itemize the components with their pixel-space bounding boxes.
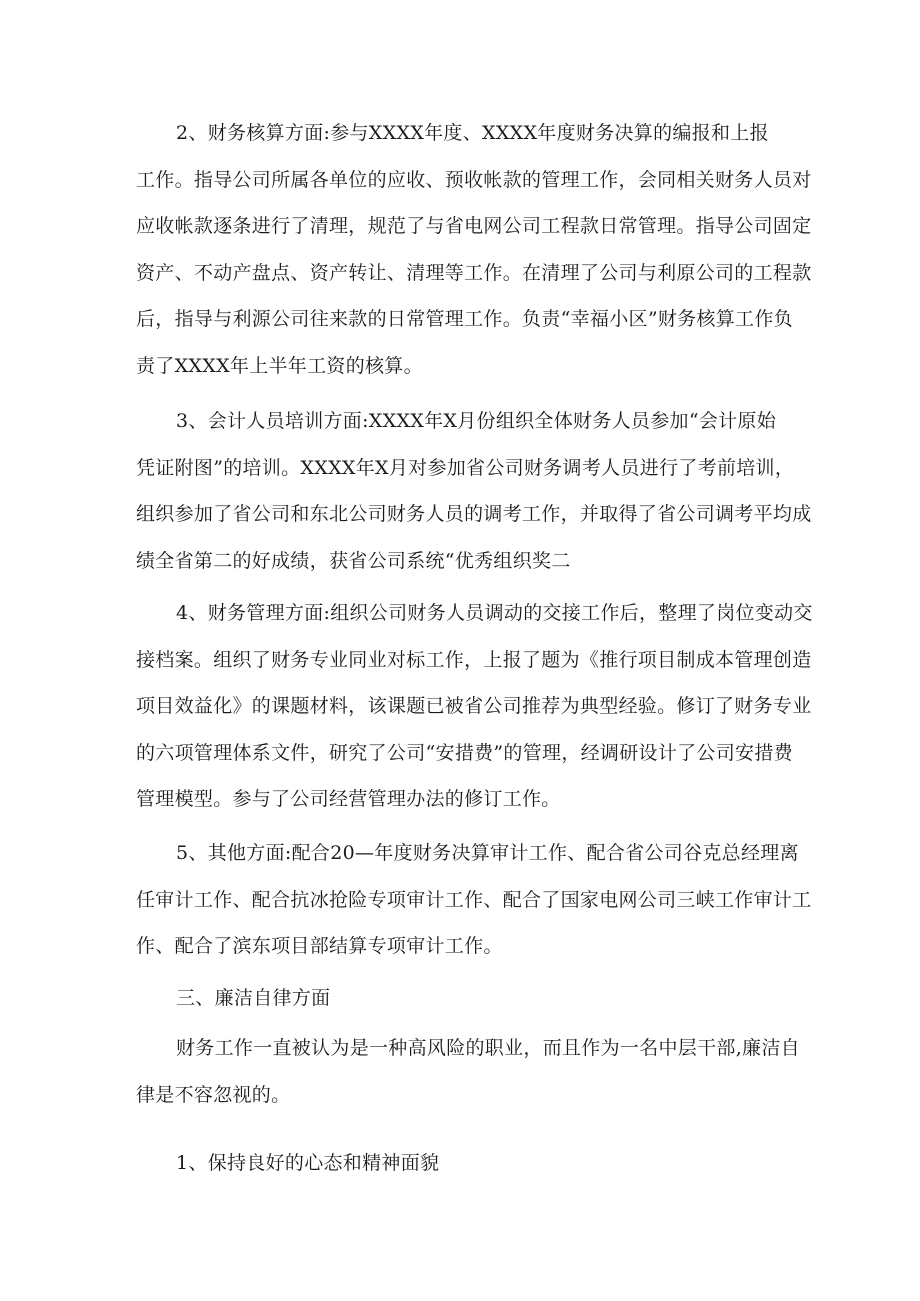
paragraph-financial-management (136, 590, 813, 823)
text-line: 管理模型。参与了公司经营管理办法的修订工作。 (136, 788, 561, 810)
text-line: 项目效益化》的课题材料，该课题已被省公司推荐为典型经验。修订了财务专业 (136, 695, 812, 717)
paragraph-staff-training (136, 398, 812, 584)
text-line: 律是不容忽视的。 (136, 1083, 291, 1106)
text-line: 1、保持良好的心态和精神面貌 (176, 1152, 440, 1174)
text-line: 凭证附图”的培训。XXXX年X月对参加省公司财务调考人员进行了考前培训， (136, 456, 795, 479)
text-line: 作、配合了滨东项目部结算专项审计工作。 (136, 935, 503, 957)
text-line: 4、财务管理方面:组织公司财务人员调动的交接工作后，整理了岗位变动交 (176, 602, 813, 624)
text-line: 任审计工作、配合抗冰抢险专项审计工作、配合了国家电网公司三峡工作审计工 (136, 888, 812, 911)
text-line: 绩全省第二的好成绩，获省公司系统“优秀组织奖二 (136, 549, 571, 572)
paragraph-financial-accounting (136, 110, 812, 389)
text-line: 的六项管理体系文件，研究了公司“安措费”的管理，经调研设计了公司安措费 (136, 741, 793, 764)
text-line: 财务工作一直被认为是一种高风险的职业，而且作为一名中层干部,廉洁自 (176, 1037, 800, 1059)
text-line: 后，指导与利源公司往来款的日常管理工作。负责“幸福小区”财务核算工作负 (136, 308, 793, 330)
text-line: 组织参加了省公司和东北公司财务人员的调考工作，并取得了省公司调考平均成 (136, 503, 812, 525)
paragraph-integrity-intro (136, 1025, 800, 1118)
section-heading-integrity (136, 975, 796, 1022)
text-line: 接档案。组织了财务专业同业对标工作，上报了题为《推行项目制成本管理创造 (136, 648, 812, 671)
subheading-good-mindset (136, 1140, 796, 1187)
text-line: 三、廉洁自律方面 (176, 987, 331, 1009)
text-line: 工作。指导公司所属各单位的应收、预收帐款的管理工作，会同相关财务人员对 (136, 168, 812, 191)
text-line: 5、其他方面:配合20—年度财务决算审计工作、配合省公司谷克总经理离 (176, 842, 799, 864)
text-line: 应收帐款逐条进行了清理，规范了与省电网公司工程款日常管理。指导公司固定 (136, 215, 812, 237)
paragraph-other-aspects (136, 830, 812, 970)
text-line: 资产、不动产盘点、资产转让、清理等工作。在清理了公司与利原公司的工程款 (136, 261, 812, 284)
text-line: 责了XXXX年上半年工资的核算。 (136, 354, 423, 377)
text-line: 2、财务核算方面:参与XXXX年度、XXXX年度财务决算的编报和上报 (176, 122, 769, 144)
text-line: 3、会计人员培训方面:XXXX年X月份组织全体财务人员参加“会计原始 (176, 410, 777, 432)
